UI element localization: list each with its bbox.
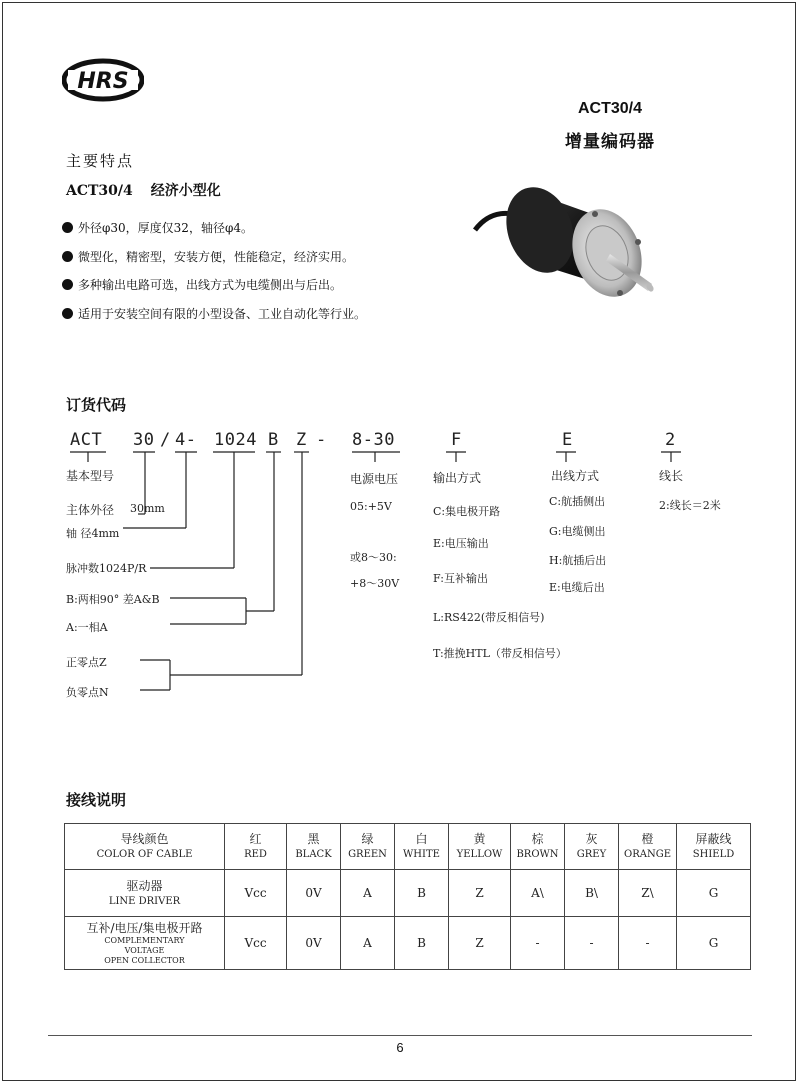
header-label-cell: 导线颜色 COLOR OF CABLE: [65, 824, 225, 870]
label-exit-c: C:航插侧出: [549, 495, 606, 508]
features-subtitle-text: 经济小型化: [150, 183, 221, 199]
label-shaft-diameter: 轴 径4mm: [66, 527, 120, 540]
code-phase: B: [268, 430, 279, 450]
footer-divider: [48, 1035, 752, 1036]
label-exit-e: E:电缆后出: [549, 581, 605, 594]
label-body-diameter: 主体外径: [66, 503, 115, 517]
product-model: ACT30/4: [577, 100, 643, 117]
features-title: 主要特点: [66, 152, 135, 170]
table-cell: A: [341, 917, 395, 970]
code-ppr: 1024: [214, 430, 257, 450]
label-output-e: E:电压输出: [433, 537, 489, 550]
header-color-cell: 白 WHITE: [395, 824, 449, 870]
label-zero-pos: 正零点Z: [66, 656, 107, 669]
label-length-2: 2:线长＝2米: [659, 499, 721, 512]
label-phase-b: B:两相90° 差A&B: [66, 593, 160, 606]
table-header-row: [65, 824, 751, 870]
code-output: F: [451, 430, 462, 450]
table-cell: G: [677, 917, 751, 970]
table-cell: A\: [511, 870, 565, 917]
header-color-cell: 棕 BROWN: [511, 824, 565, 870]
list-item: 外径φ30，厚度仅32，轴径φ4。: [62, 214, 366, 243]
table-cell: B: [395, 870, 449, 917]
label-pulse: 脉冲数1024P/R: [66, 562, 147, 575]
table-row: [65, 870, 751, 917]
table-cell: G: [677, 870, 751, 917]
table-cell: Vcc: [225, 870, 287, 917]
code-length: 2: [665, 430, 676, 450]
label-output-c: C:集电极开路: [433, 505, 501, 518]
header-color-cell: 红 RED: [225, 824, 287, 870]
code-exit: E: [562, 430, 573, 450]
header-color-cell: 黄 YELLOW: [449, 824, 511, 870]
header-color-cell: 绿 GREEN: [341, 824, 395, 870]
table-cell: -: [511, 917, 565, 970]
logo-text: HRS: [77, 69, 129, 94]
table-cell: B\: [565, 870, 619, 917]
label-output-t: T:推挽HTL（带反相信号）: [433, 647, 567, 660]
code-slash: /: [160, 430, 171, 450]
code-dash: -: [316, 430, 327, 450]
code-zero: Z: [296, 430, 307, 450]
table-cell: Z\: [619, 870, 677, 917]
code-diameter: 30: [133, 430, 155, 450]
table-cell: -: [619, 917, 677, 970]
row-label-cell: 互补/电压/集电极开路 COMPLEMENTARY VOLTAGE OPEN COLLECTOR: [65, 917, 225, 970]
header-color-cell: 黑 BLACK: [287, 824, 341, 870]
label-voltage-title: 电源电压: [350, 472, 399, 486]
label-phase-a: A:一相A: [66, 621, 108, 634]
label-voltage-830: +8～30V: [350, 577, 400, 590]
product-name: 增量编码器: [565, 132, 655, 152]
label-output-f: F:互补输出: [433, 572, 488, 585]
label-voltage-5v: 05:+5V: [350, 500, 392, 513]
header-color-cell: 灰 GREY: [565, 824, 619, 870]
row-label-cell: 驱动器 LINE DRIVER: [65, 870, 225, 917]
label-exit-g: G:电缆侧出: [549, 525, 606, 538]
table-row: [65, 917, 751, 970]
label-exit-title: 出线方式: [551, 469, 600, 483]
header-color-cell: 橙 ORANGE: [619, 824, 677, 870]
label-length-title: 线长: [659, 469, 684, 483]
table-cell: B: [395, 917, 449, 970]
label-base-model: 基本型号: [66, 469, 115, 483]
ordering-title: 订货代码: [66, 396, 127, 414]
table-cell: 0V: [287, 917, 341, 970]
features-subtitle-model: ACT30/4: [66, 183, 133, 199]
table-cell: Z: [449, 917, 511, 970]
label-zero-neg: 负零点N: [66, 686, 109, 699]
table-cell: Z: [449, 870, 511, 917]
label-voltage-or: 或8～30:: [350, 551, 397, 564]
code-shaft: 4-: [175, 430, 197, 450]
wiring-table: [64, 823, 751, 970]
list-item: 多种输出电路可选，出线方式为电缆侧出与后出。: [62, 271, 366, 300]
code-base: ACT: [70, 430, 103, 450]
table-cell: A: [341, 870, 395, 917]
list-item: 微型化，精密型，安装方便，性能稳定，经济实用。: [62, 243, 366, 272]
list-item: 适用于安装空间有限的小型设备、工业自动化等行业。: [62, 300, 366, 329]
label-output-title: 输出方式: [433, 471, 482, 485]
table-cell: 0V: [287, 870, 341, 917]
table-cell: Vcc: [225, 917, 287, 970]
wiring-title: 接线说明: [66, 791, 127, 809]
label-exit-h: H:航插后出: [549, 554, 607, 567]
page-number: 6: [396, 1040, 404, 1055]
label-output-l: L:RS422(带反相信号): [433, 611, 545, 624]
table-cell: -: [565, 917, 619, 970]
label-body-diameter-value: 30mm: [130, 502, 165, 515]
header-color-cell: 屏蔽线 SHIELD: [677, 824, 751, 870]
code-voltage: 8-30: [352, 430, 395, 450]
